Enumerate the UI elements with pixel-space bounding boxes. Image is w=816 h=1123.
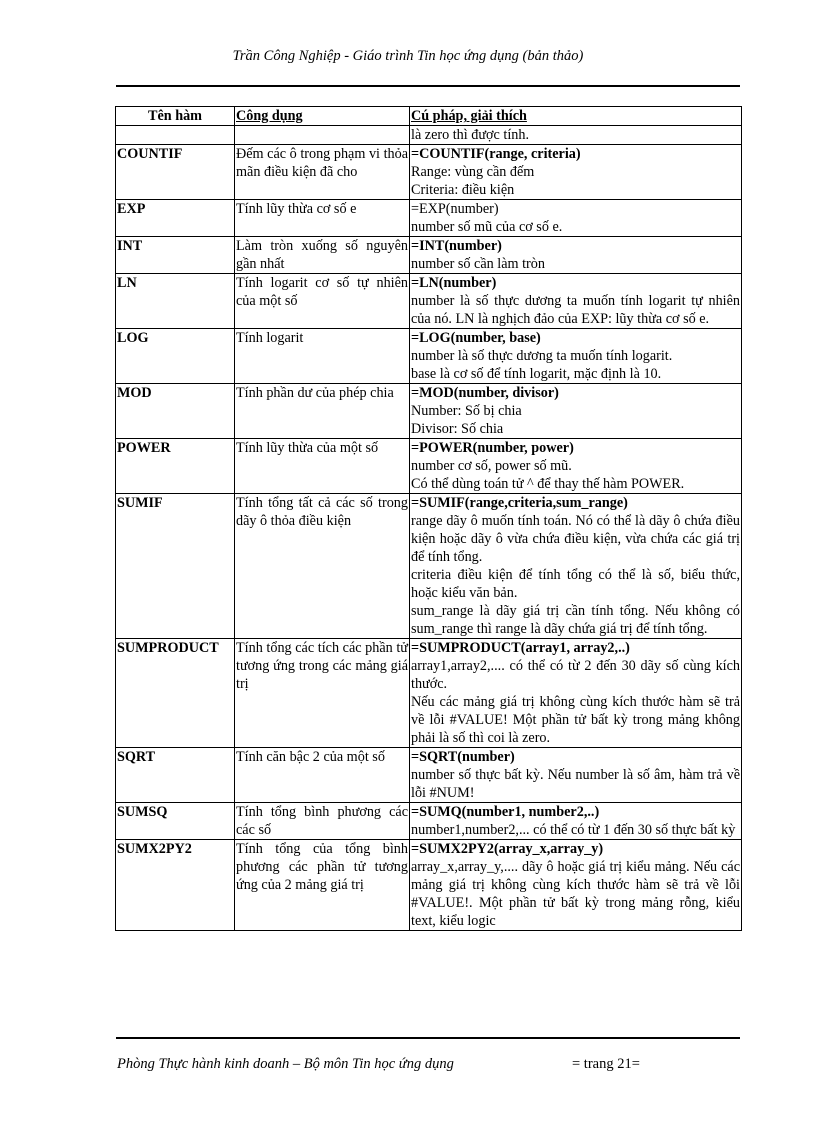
function-name: LOG — [116, 329, 235, 384]
function-usage: Tính căn bậc 2 của một số — [235, 748, 410, 803]
table-header-row — [116, 107, 742, 126]
function-usage: Tính lũy thừa cơ số e — [235, 200, 410, 237]
syntax-line: Range: vùng cần đếm — [411, 164, 535, 180]
function-table — [115, 106, 742, 931]
footer-rule — [116, 1037, 740, 1039]
table-row — [116, 748, 742, 803]
syntax-line: là zero thì được tính. — [411, 127, 530, 143]
function-name: POWER — [116, 439, 235, 494]
function-syntax — [410, 329, 742, 384]
header-rule — [116, 85, 740, 87]
function-usage: Tính tổng các tích các phần tử tương ứng trong các mảng giá trị — [235, 639, 410, 748]
table-row — [116, 439, 742, 494]
page-header: Trần Công Nghiệp - Giáo trình Tin học ứng dụng (bản thảo) — [232, 48, 584, 64]
syntax-line: =SUMPRODUCT(array1, array2,..) — [411, 640, 630, 656]
column-header-name: Tên hàm — [116, 107, 235, 126]
function-usage: Tính tổng tất cả các số trong dãy ô thỏa điều kiện — [235, 494, 410, 639]
function-usage: Tính logarit — [235, 329, 410, 384]
function-name: LN — [116, 274, 235, 329]
table-row — [116, 639, 742, 748]
syntax-line: array_x,array_y,.... dãy ô hoặc giá trị kiểu mảng. Nếu các mảng giá trị không cùng kích thước hàm sẽ trả về lỗi #VALUE!. Một phần tử bất kỳ trong mảng rỗng, kiểu text, kiểu logic — [411, 859, 740, 929]
syntax-line: Nếu các mảng giá trị không cùng kích thước hàm sẽ trả về lỗi #VALUE! Một phần tử bất kỳ trong mảng không phải là số thì coi là zero. — [411, 694, 740, 746]
syntax-line: =INT(number) — [411, 238, 502, 254]
function-syntax — [410, 494, 742, 639]
function-usage: Tính logarit cơ số tự nhiên của một số — [235, 274, 410, 329]
function-name: SQRT — [116, 748, 235, 803]
function-usage: Tính tổng của tổng bình phương các phần tử tương ứng của 2 mảng giá trị — [235, 840, 410, 931]
function-syntax — [410, 274, 742, 329]
function-usage: Tính phần dư của phép chia — [235, 384, 410, 439]
syntax-line: Có thể dùng toán tử ^ để thay thế hàm POWER. — [411, 476, 685, 492]
function-usage: Tính lũy thừa của một số — [235, 439, 410, 494]
function-name: MOD — [116, 384, 235, 439]
syntax-line: =POWER(number, power) — [411, 440, 574, 456]
syntax-line: Divisor: Số chia — [411, 421, 504, 437]
function-name — [116, 126, 235, 145]
syntax-line: criteria điều kiện để tính tổng có thể là số, biểu thức, hoặc kiểu văn bản. — [411, 567, 740, 601]
syntax-line: number là số thực dương ta muốn tính logarit. — [411, 348, 673, 364]
syntax-line: Number: Số bị chia — [411, 403, 522, 419]
syntax-line: range dãy ô muốn tính toán. Nó có thể là dãy ô chứa điều kiện hoặc dãy ô vừa chứa điều kiện, vừa chứa các giá trị để tính tổng. — [411, 513, 740, 565]
syntax-line: =SUMQ(number1, number2,..) — [411, 804, 600, 820]
syntax-line: number cơ số, power số mũ. — [411, 458, 572, 474]
table-row — [116, 329, 742, 384]
table-row — [116, 803, 742, 840]
table-row — [116, 840, 742, 931]
syntax-line: =SQRT(number) — [411, 749, 515, 765]
function-name: EXP — [116, 200, 235, 237]
function-usage: Đếm các ô trong phạm vi thỏa mãn điều kiện đã cho — [235, 145, 410, 200]
syntax-line: number số mũ của cơ số e. — [411, 219, 563, 235]
page-number: = trang 21= — [572, 1056, 640, 1072]
table-row — [116, 126, 742, 145]
function-syntax — [410, 384, 742, 439]
syntax-line: =LOG(number, base) — [411, 330, 541, 346]
function-name: SUMSQ — [116, 803, 235, 840]
syntax-line: base là cơ số để tính logarit, mặc định là 10. — [411, 366, 662, 382]
column-header-syntax: Cú pháp, giải thích — [410, 107, 742, 126]
syntax-line: number là số thực dương ta muốn tính logarit tự nhiên của nó. LN là nghịch đảo của EXP: lũy thừa cơ số e. — [411, 293, 740, 327]
syntax-line: number số cần làm tròn — [411, 256, 545, 272]
column-header-usage: Công dụng — [235, 107, 410, 126]
function-name: SUMPRODUCT — [116, 639, 235, 748]
function-name: INT — [116, 237, 235, 274]
table-row — [116, 384, 742, 439]
function-syntax — [410, 439, 742, 494]
syntax-line: Criteria: điều kiện — [411, 182, 515, 198]
syntax-line: array1,array2,.... có thể có từ 2 đến 30 dãy số cùng kích thước. — [411, 658, 740, 692]
syntax-line: =MOD(number, divisor) — [411, 385, 559, 401]
function-syntax — [410, 145, 742, 200]
table-row — [116, 274, 742, 329]
syntax-line: =SUMIF(range,criteria,sum_range) — [411, 495, 628, 511]
function-name: SUMX2PY2 — [116, 840, 235, 931]
table-row — [116, 237, 742, 274]
function-syntax — [410, 748, 742, 803]
function-syntax — [410, 200, 742, 237]
function-name: SUMIF — [116, 494, 235, 639]
function-usage: Tính tổng bình phương các các số — [236, 804, 408, 838]
function-name: COUNTIF — [116, 145, 235, 200]
table-row — [116, 494, 742, 639]
syntax-line: =EXP(number) — [411, 201, 499, 217]
table-row — [116, 200, 742, 237]
function-syntax — [410, 803, 742, 840]
function-usage — [235, 126, 410, 145]
footer-department: Phòng Thực hành kinh doanh – Bộ môn Tin học ứng dụng — [117, 1056, 454, 1072]
syntax-line: sum_range là dãy giá trị cần tính tổng. Nếu không có sum_range thì range là dãy chứa giá trị để tính tổng. — [411, 603, 740, 637]
table-row — [116, 145, 742, 200]
syntax-line: =COUNTIF(range, criteria) — [411, 146, 581, 162]
function-syntax — [410, 237, 742, 274]
function-syntax — [410, 840, 742, 931]
function-usage: Làm tròn xuống số nguyên gần nhất — [236, 238, 408, 272]
function-syntax — [410, 639, 742, 748]
syntax-line: =SUMX2PY2(array_x,array_y) — [411, 841, 604, 857]
function-syntax — [410, 126, 742, 145]
syntax-line: =LN(number) — [411, 275, 497, 291]
syntax-line: number số thực bất kỳ. Nếu number là số âm, hàm trả về lỗi #NUM! — [411, 767, 740, 801]
syntax-line: number1,number2,... có thể có từ 1 đến 30 số thực bất kỳ — [411, 822, 736, 838]
